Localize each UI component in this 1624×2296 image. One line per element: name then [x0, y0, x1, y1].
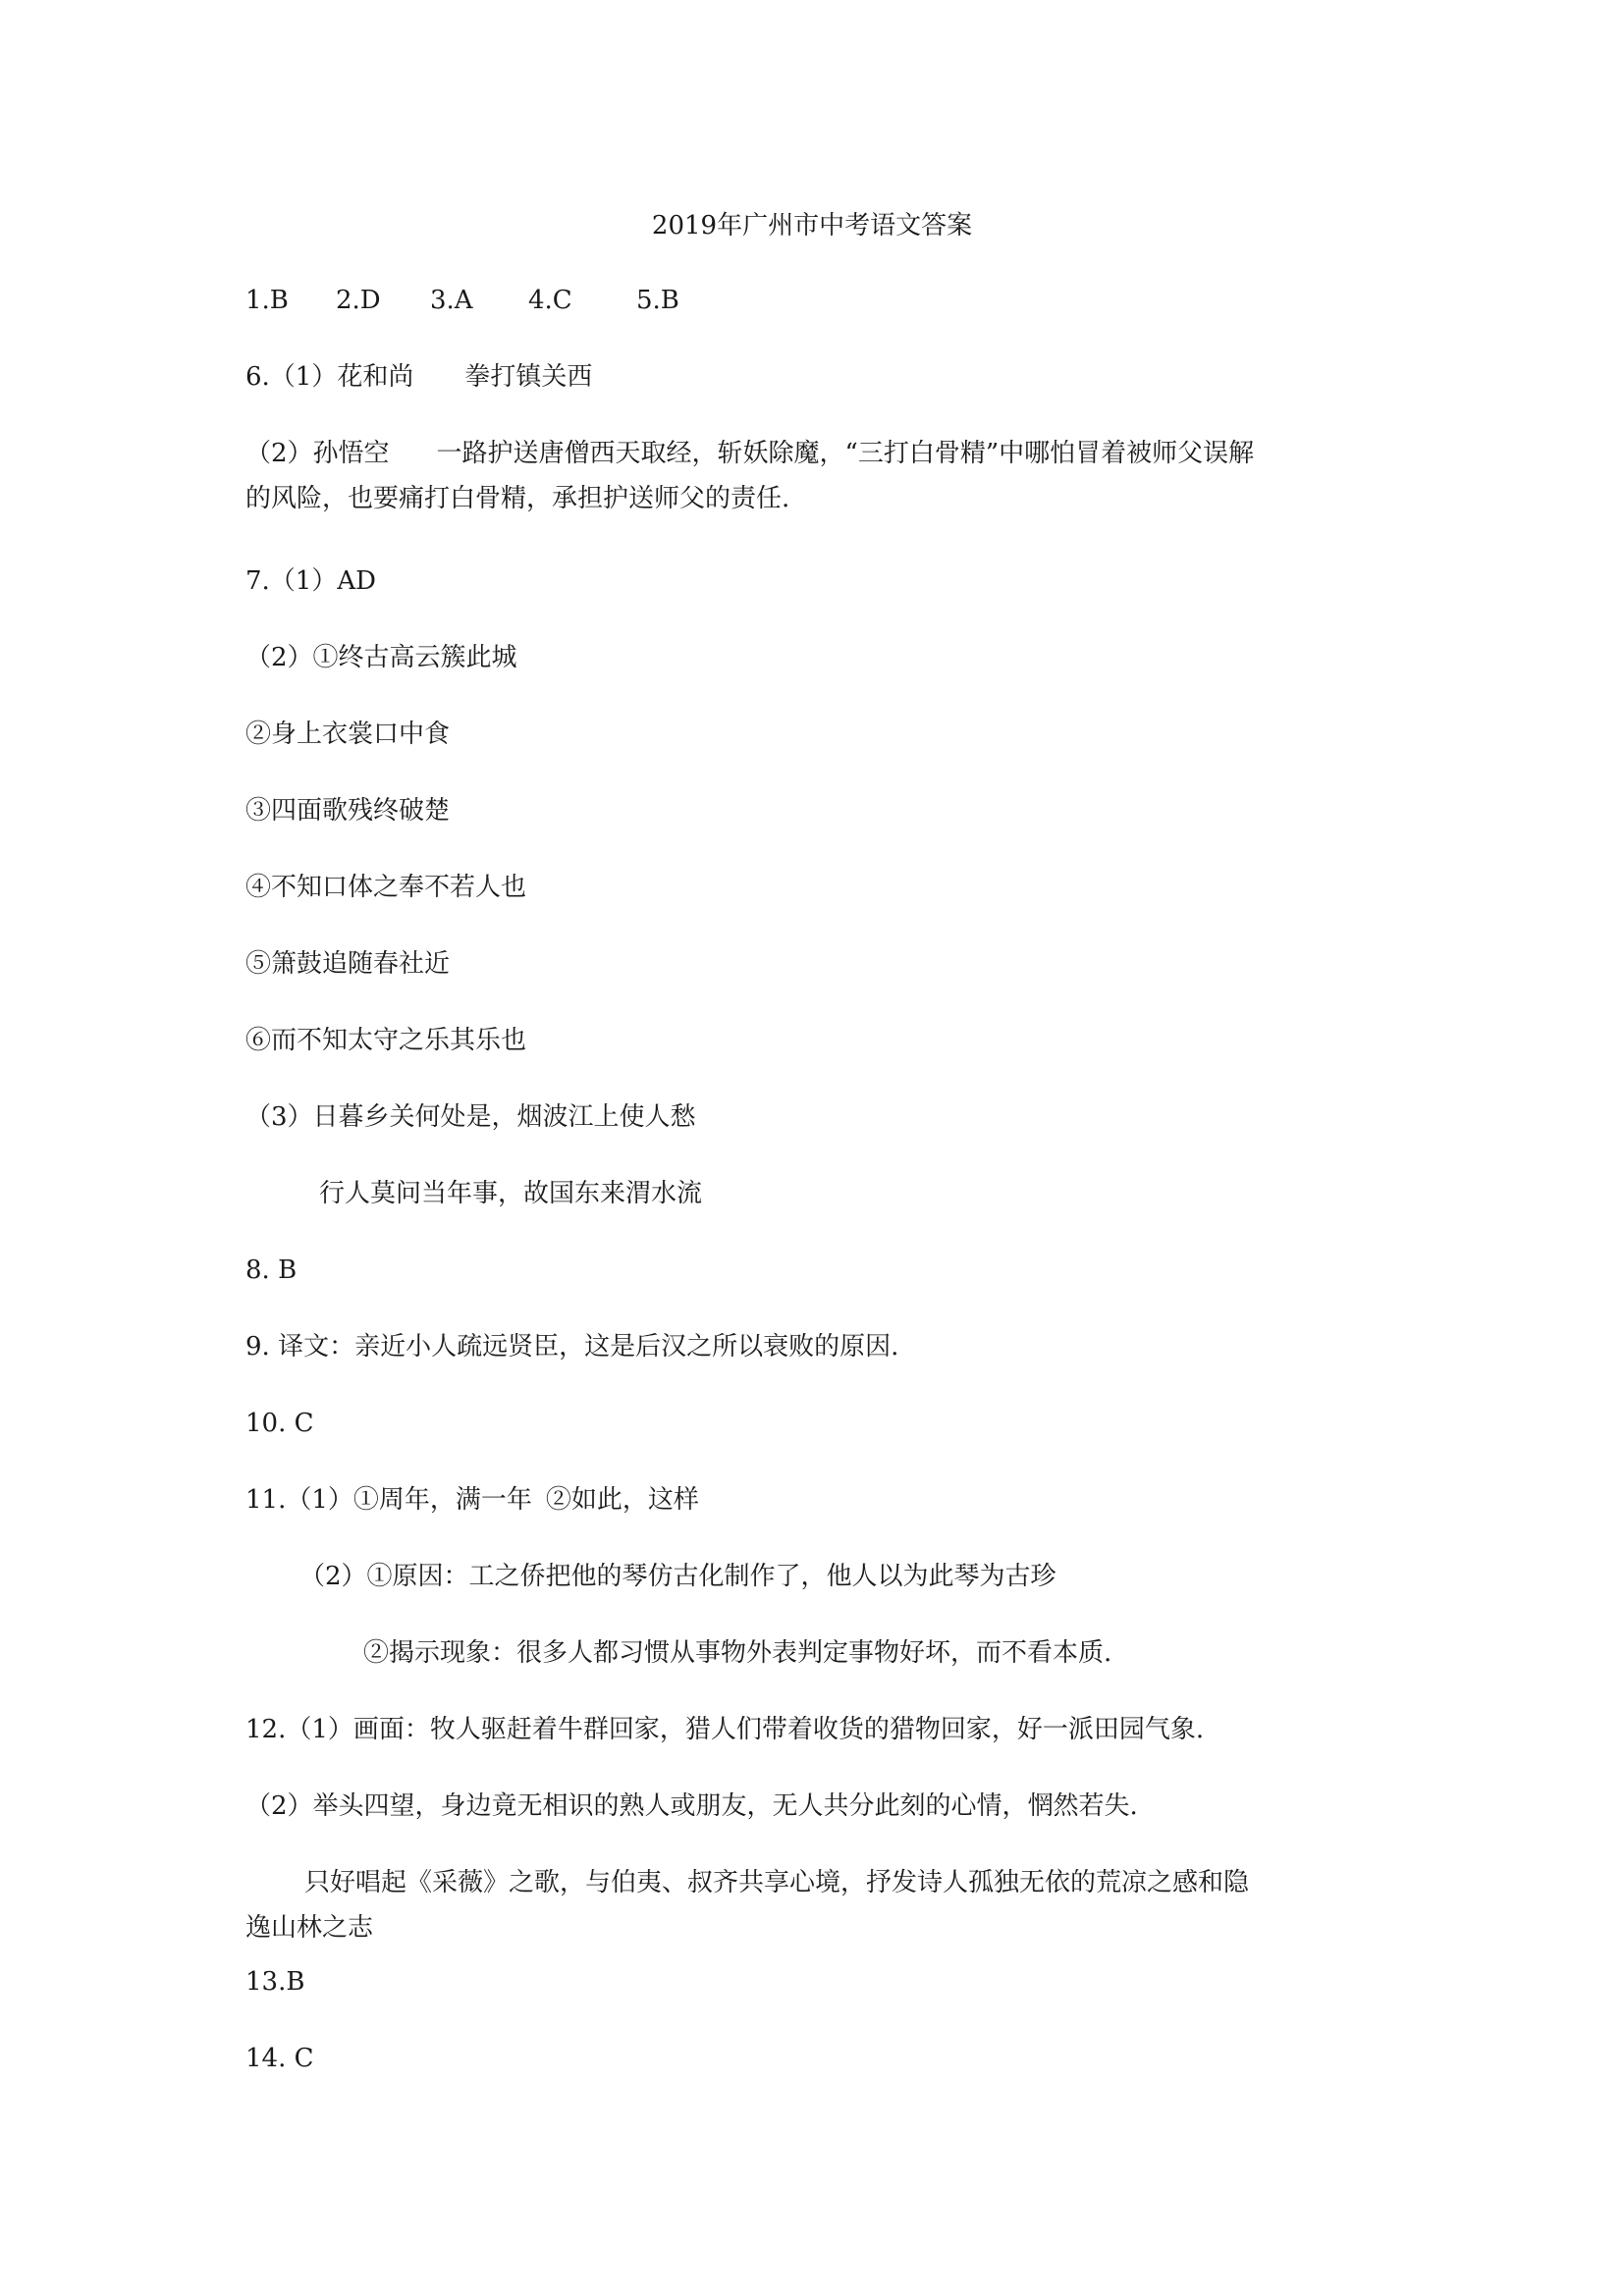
- answer-7-2-3: ③四面歌残终破楚: [245, 796, 451, 826]
- answer-7-2-5: ⑤箫鼓追随春社近: [245, 949, 451, 979]
- answer-1: 1.B: [245, 286, 289, 315]
- answer-12-3-2: 逸山林之志: [245, 1913, 374, 1943]
- answer-4: 4.C: [528, 286, 572, 315]
- answer-6-1: [245, 359, 592, 395]
- answer-5: 5.B: [636, 286, 679, 315]
- answer-11-2-2: ②揭示现象：很多人都习惯从事物外表判定事物好坏，而不看本质.: [363, 1638, 1112, 1668]
- answer-12-2: （2）举头四望，身边竟无相识的熟人或朋友，无人共分此刻的心情，惘然若失.: [245, 1791, 1138, 1821]
- answer-7-3-1: （3）日暮乡关何处是，烟波江上使人愁: [245, 1102, 696, 1132]
- answer-9: 9. 译文：亲近小人疏远贤臣，这是后汉之所以衰败的原因.: [245, 1332, 899, 1362]
- answer-14: 14. C: [245, 2044, 314, 2073]
- answer-13: 13.B: [245, 1967, 305, 1997]
- answer-8: 8. B: [245, 1255, 298, 1285]
- answer-7-2-4: ④不知口体之奉不若人也: [245, 873, 527, 902]
- answer-6-1-text: 拳打镇关西: [464, 362, 593, 392]
- answer-2: 2.D: [336, 286, 381, 315]
- answer-11-2-1: （2）①原因：工之侨把他的琴仿古化制作了，他人以为此琴为古珍: [299, 1562, 1056, 1591]
- answer-7-2-6: ⑥而不知太守之乐其乐也: [245, 1026, 527, 1055]
- answer-11-1: [245, 1482, 699, 1518]
- answer-6-2: [245, 436, 1254, 471]
- answers-1-5: [245, 283, 679, 318]
- answer-6-2-text-1: 一路护送唐僧西天取经，斩妖除魔，“三打白骨精”中哪怕冒着被师父误解: [436, 439, 1255, 468]
- answer-6-2-label: （2）孙悟空: [245, 439, 390, 468]
- answer-11-1-a: 11.（1）①周年，满一年: [245, 1485, 532, 1515]
- answer-6-2-text-2: 的风险，也要痛打白骨精，承担护送师父的责任.: [245, 484, 790, 513]
- answer-12-1: 12.（1）画面：牧人驱赶着牛群回家，猎人们带着收货的猎物回家，好一派田园气象.: [245, 1715, 1205, 1744]
- answer-7-2-1: （2）①终古高云簇此城: [245, 643, 517, 672]
- answer-3: 3.A: [430, 286, 473, 315]
- answer-11-1-b: ②如此，这样: [545, 1485, 699, 1515]
- answer-7-3-2: 行人莫问当年事，故国东来渭水流: [319, 1179, 703, 1208]
- answer-10: 10. C: [245, 1409, 314, 1438]
- answer-7-1: 7.（1）AD: [245, 566, 376, 596]
- page-title: 2019年广州市中考语文答案: [651, 211, 973, 240]
- answer-6-1-label: 6.（1）花和尚: [245, 362, 414, 392]
- answer-12-3-1: 只好唱起《采薇》之歌，与伯夷、叔齐共享心境，抒发诗人孤独无依的荒凉之感和隐: [304, 1868, 1250, 1897]
- answer-7-2-2: ②身上衣裳口中食: [245, 720, 451, 749]
